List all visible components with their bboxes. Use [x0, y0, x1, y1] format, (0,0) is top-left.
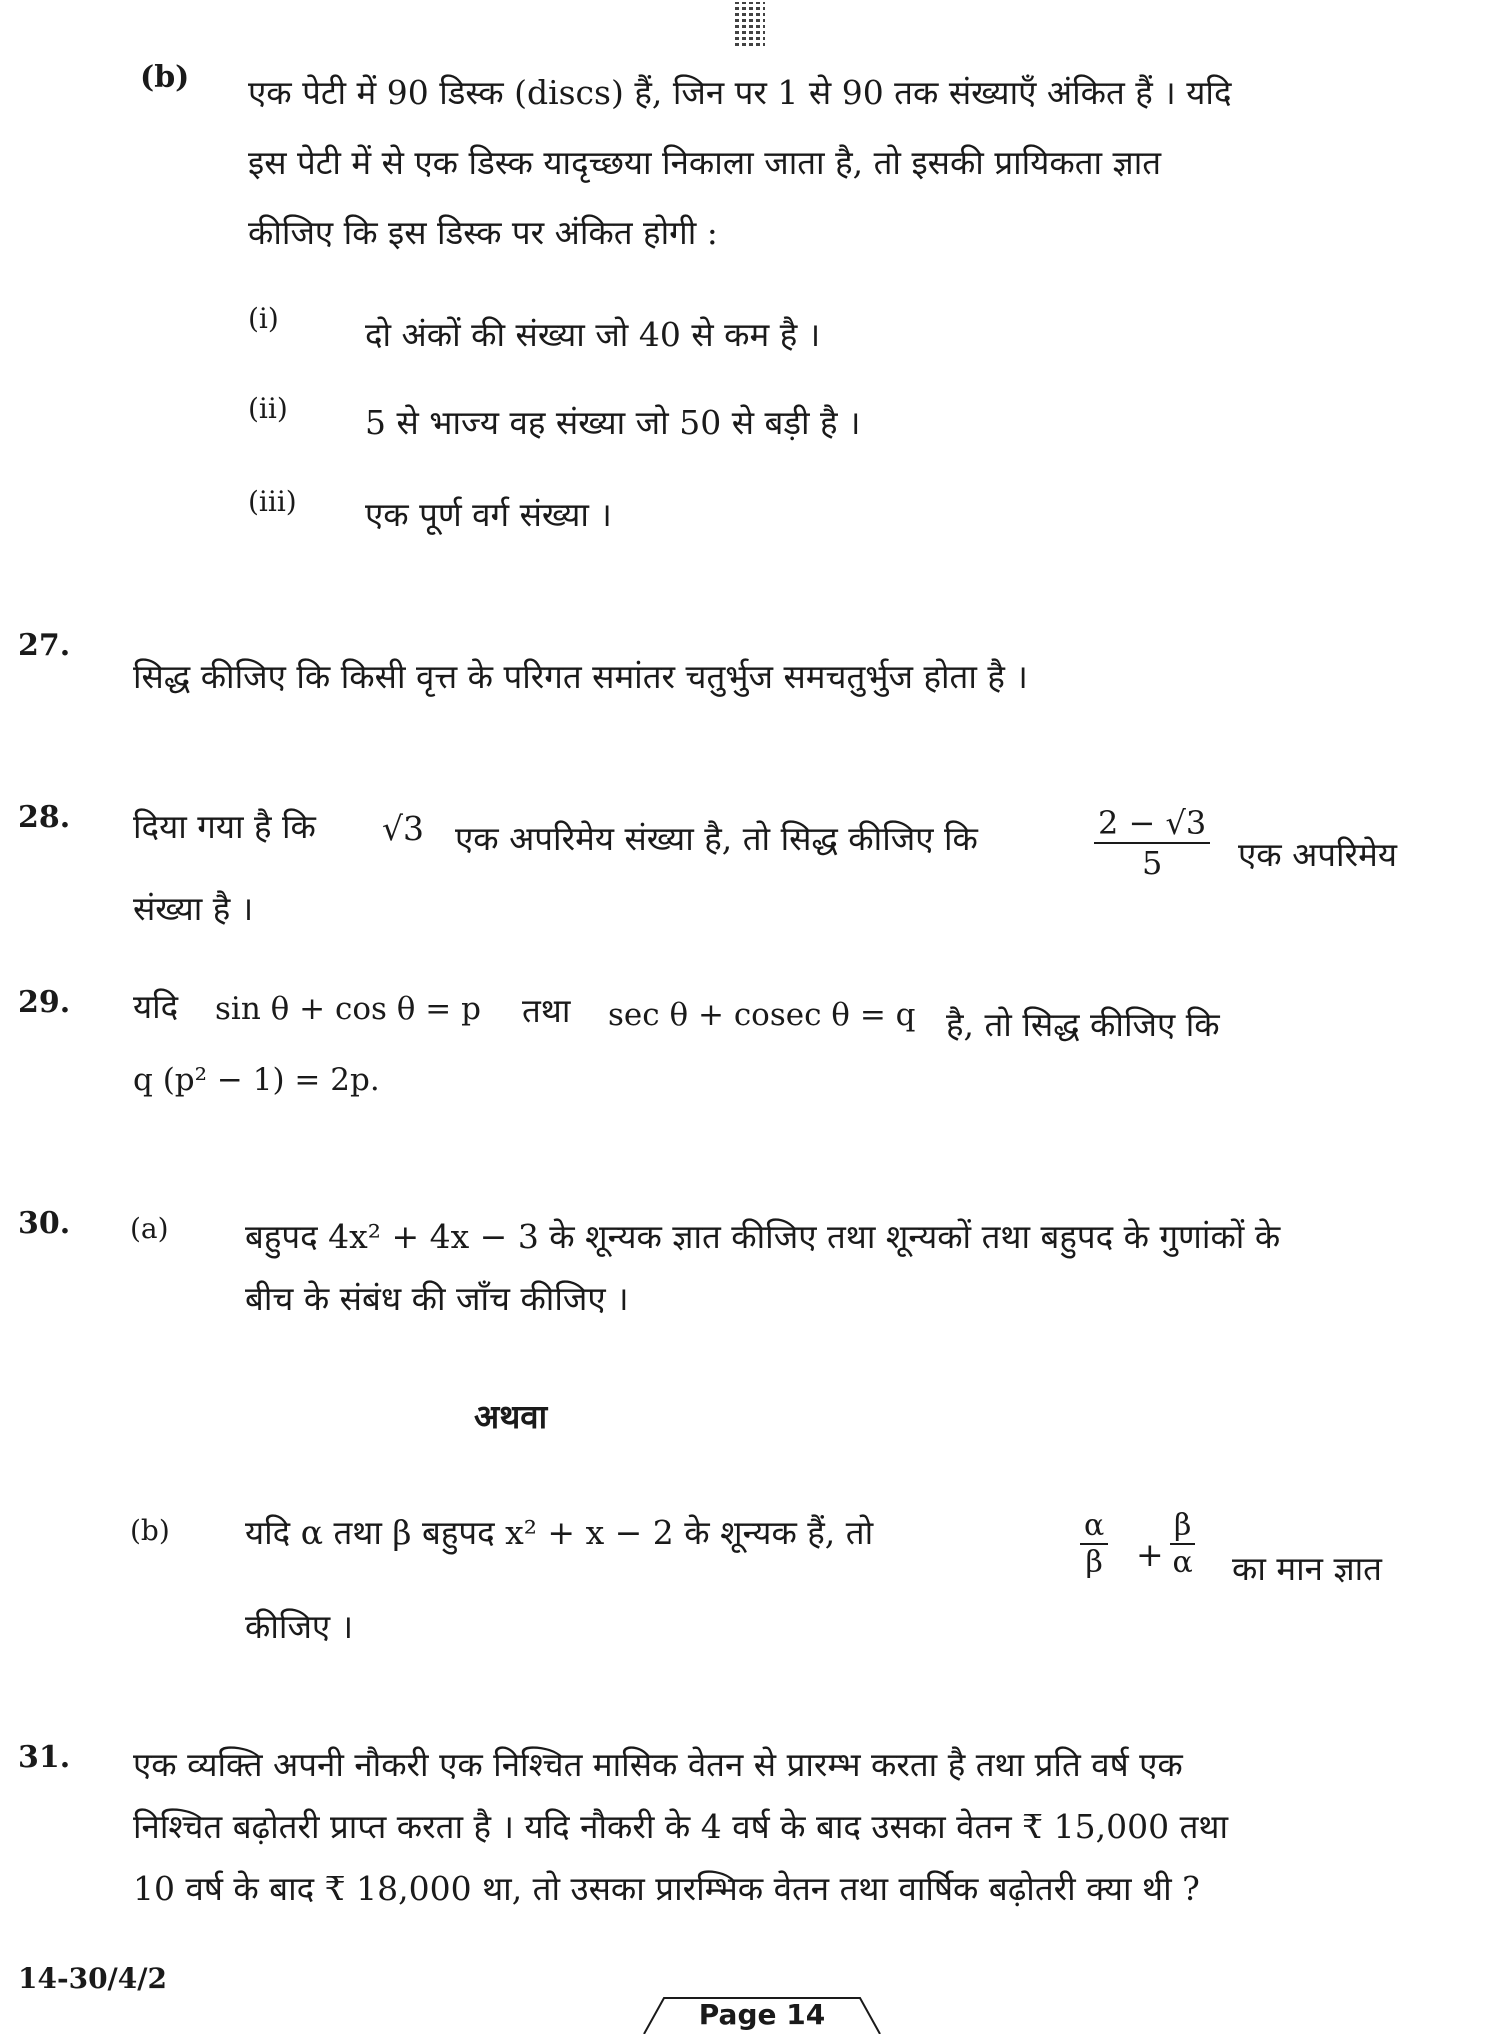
q29-eq1: sin θ + cos θ = p	[215, 991, 481, 1027]
q30b-f1-den: β	[1085, 1545, 1103, 1580]
q26b-part-i-label: (i)	[248, 302, 279, 335]
q26b-part-ii-text: 5 से भाज्य वह संख्या जो 50 से बड़ी है ।	[365, 403, 861, 442]
q26b-part-ii-label: (ii)	[248, 392, 288, 425]
q30a-line1: बहुपद 4x² + 4x − 3 के शून्यक ज्ञात कीजिए तथा शून्यकों तथा बहुपद के गुणांकों के	[245, 1217, 1281, 1256]
q30-or-heading: अथवा	[474, 1397, 548, 1436]
q30a-line2: बीच के संबंध की जाँच कीजिए ।	[245, 1279, 629, 1318]
q29-eq2: sec θ + cosec θ = q	[608, 997, 916, 1033]
q31-number: 31.	[18, 1740, 71, 1775]
q29-pre: यदि	[133, 987, 179, 1026]
q29-number: 29.	[18, 985, 71, 1020]
page-number-tag	[642, 1994, 882, 2034]
q29-line2: q (p² − 1) = 2p.	[133, 1062, 380, 1098]
q28-mid: एक अपरिमेय संख्या है, तो सिद्ध कीजिए कि	[455, 819, 978, 858]
paper-code: 14-30/4/2	[18, 1962, 167, 1995]
q26b-part-i-text: दो अंकों की संख्या जो 40 से कम है ।	[365, 315, 821, 354]
q30b-f1-num: α	[1080, 1508, 1108, 1545]
qr-code-icon	[735, 2, 765, 46]
q28-number: 28.	[18, 800, 71, 835]
q26b-label: (b)	[140, 60, 190, 95]
q30b-plus: +	[1136, 1535, 1164, 1574]
page-number: Page 14	[698, 1998, 826, 2031]
q29-post: है, तो सिद्ध कीजिए कि	[946, 1005, 1220, 1044]
q30b-line2: कीजिए ।	[245, 1607, 354, 1646]
q26b-line2: इस पेटी में से एक डिस्क यादृच्छया निकाला जाता है, तो इसकी प्रायिकता ज्ञात	[248, 143, 1162, 182]
q30b-label: (b)	[130, 1514, 170, 1547]
q30b-post: का मान ज्ञात	[1232, 1549, 1382, 1588]
q29-and: तथा	[522, 991, 571, 1030]
q28-post: एक अपरिमेय	[1238, 835, 1397, 874]
q26b-part-iii-label: (iii)	[248, 485, 297, 518]
q27-number: 27.	[18, 628, 71, 663]
q31-line2: निश्चित बढ़ोतरी प्राप्त करता है । यदि नौकरी के 4 वर्ष के बाद उसका वेतन ₹ 15,000 तथा	[133, 1807, 1229, 1846]
q27-text: सिद्ध कीजिए कि किसी वृत्त के परिगत समांतर चतुर्भुज समचतुर्भुज होता है ।	[133, 657, 1028, 696]
q28-frac-num: 2 − √3	[1094, 804, 1210, 844]
q26b-line1: एक पेटी में 90 डिस्क (discs) हैं, जिन पर 1 से 90 तक संख्याएँ अंकित हैं । यदि	[248, 73, 1232, 112]
q28-fraction	[1094, 804, 1210, 882]
q31-line1: एक व्यक्ति अपनी नौकरी एक निश्चित मासिक वेतन से प्रारम्भ करता है तथा प्रति वर्ष एक	[133, 1745, 1183, 1784]
q30b-f2-den: α	[1172, 1545, 1193, 1580]
q30-number: 30.	[18, 1206, 71, 1241]
q28-frac-den: 5	[1141, 844, 1163, 882]
q31-line3: 10 वर्ष के बाद ₹ 18,000 था, तो उसका प्रारम्भिक वेतन तथा वार्षिक बढ़ोतरी क्या थी ?	[133, 1869, 1200, 1908]
q30b-fraction-beta-alpha	[1170, 1508, 1195, 1580]
q28-line2: संख्या है ।	[133, 889, 254, 928]
q26b-line3: कीजिए कि इस डिस्क पर अंकित होगी :	[248, 213, 718, 252]
q28-root: √3	[382, 809, 425, 848]
q30b-f2-num: β	[1170, 1508, 1195, 1545]
q30b-fraction-alpha-beta	[1080, 1508, 1108, 1580]
q30a-label: (a)	[130, 1212, 169, 1245]
q26b-part-iii-text: एक पूर्ण वर्ग संख्या ।	[365, 495, 612, 534]
q28-pre: दिया गया है कि	[133, 807, 316, 846]
q30b-pre: यदि α तथा β बहुपद x² + x − 2 के शून्यक हैं, तो	[245, 1513, 874, 1552]
